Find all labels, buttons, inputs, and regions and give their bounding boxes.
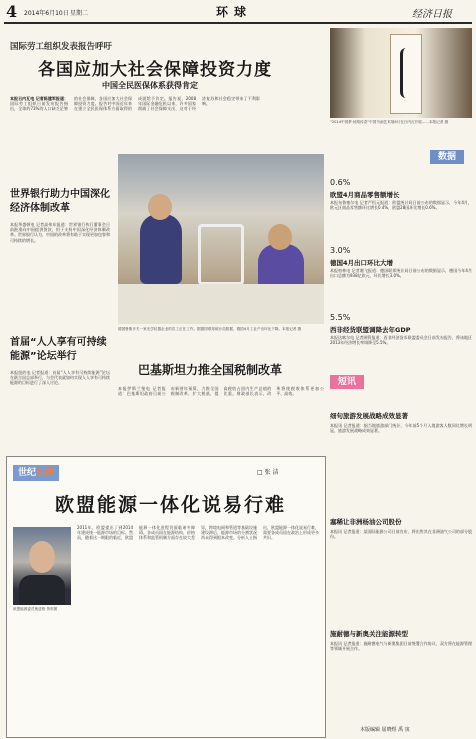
calligraphy-photo <box>330 28 472 118</box>
column-body: 2011年，欧盟提出了到2014年建成统一能源市场的目标。然而，随着这一期限的临近，欧盟能源一体化进程仍面临诸多障碍。各成员国在能源结构、价格体系和监管机制方面存在较大差异，跨境电网和管道等基础设施建设滞后，能源市场的分割状况尚未得到根本改变。分析人士指出，欧盟能源一体化说易行难，需要各成员国在政治上形成更多共识。 <box>77 525 319 541</box>
worker-right-head <box>268 224 292 250</box>
data-body-3: 本报达喀尔电 记者顾钒报道：西非经济货币联盟委员会日前发布报告，将该地区2013年经济增长率调降至5.5%。 <box>330 335 472 346</box>
brief-body-1: 本报讯 记者报道：据当地旅游部门统计，今年前5个月入境游客人数同比增长明显，旅游发展战略成效显著。 <box>330 423 472 434</box>
microscope <box>198 224 244 285</box>
lab-photo <box>118 154 324 324</box>
lab-photo-caption: 德国鲁斯多夫一家光学仪器企业的员工正在工作。据德国联邦统计局数据，德国4月工业产出环比下降。本报记者 摄 <box>118 327 302 331</box>
world-bank-headline: 世界银行助力中国深化经济体制改革 <box>10 189 110 214</box>
brief-title-3: 施耐德与新奥关注能源转型 <box>330 630 408 638</box>
top-story-body <box>10 96 324 150</box>
brief-body-2: 本报讯 记者报道：某国际能源公司日前宣布，将出售其在非洲油气公司的部分股份。 <box>330 529 472 540</box>
portrait-suit <box>19 575 65 605</box>
page-number: 4 <box>6 2 18 21</box>
worker-left <box>140 214 182 284</box>
portrait-head <box>29 541 55 573</box>
data-badge: 数据 <box>430 150 464 164</box>
brief-title-2: 塞稀让非洲杨油公司股份 <box>330 518 402 526</box>
forum-body: 本报纽约电 记者报道：首届“人人享有可持续能源”论坛在联合国总部举行，与会代表就如何实现人人享有可持续能源的目标进行了深入讨论。 <box>10 370 110 386</box>
data-value-1: 0.6% <box>330 178 351 187</box>
data-body-1: 本报布鲁塞尔电 记者严恒元报道：欧盟统计局日前公布的数据显示，今年4月，欧元区商品零售额环比增长0.4%，欧盟28国环比增长0.6%。 <box>330 200 472 211</box>
column-headline: 欧盟能源一体化说易行难 <box>55 494 287 516</box>
portrait-caption: 欧盟能源委员奥廷格 资料图 <box>13 607 58 611</box>
section-title: 环球 <box>216 5 253 19</box>
date: 2014年6月10日 <box>24 10 69 17</box>
column-author: □ 张 洁 <box>257 469 279 476</box>
calligraphy-stroke <box>400 48 413 98</box>
column-tag <box>13 465 59 481</box>
world-bank-body: 本报华盛顿电 记者高伟东报道：世界银行执行董事会日前批准向中国提供贷款，用于支持中国深化经济体制改革。世界银行认为，中国的改革将有助于实现更加包容和可持续的增长。 <box>10 222 110 243</box>
column-tag-prefix: 世纪 <box>18 468 37 478</box>
brief-body-3: 本报讯 记者报道：施耐德电气与新奥集团日前签署合作协议，双方将在能源管理等领域开展合作。 <box>330 641 472 652</box>
commentary-box <box>6 456 326 738</box>
top-headline: 各国应加大社会保障投资力度 <box>38 60 272 80</box>
worker-left-head <box>148 194 172 220</box>
top-story-text: 国际劳工组织日前发布报告指出，全球约73%的人口缺乏足够的社会保障，各国应加大社会保障投资力度。报告对中国近年来在建立全民医保体系方面取得的成就给予肯定。报告说，2008年国际金融危机以来，许多国家削减了社会保障支出，这对于经济复苏和社会稳定带来了不利影响。 <box>10 96 260 112</box>
footer-editors: 本版编辑 屈晓煜 禹 寅 <box>360 727 410 733</box>
data-title-3: 西非经货联盟调降去年GDP <box>330 326 411 334</box>
brief-badge: 短讯 <box>330 375 364 389</box>
masthead <box>0 0 476 24</box>
forum-headline: 首届“人人享有可持续能源”论坛举行 <box>10 337 107 362</box>
newspaper-logo: 经济日报 <box>412 9 452 20</box>
brief-title-1: 细句旅游发展战略成效显著 <box>330 412 408 420</box>
kicker: 国际劳工组织发表报告呼吁 <box>10 42 113 52</box>
data-body-2: 本报柏林电 记者谢飞报道：德国联邦统计局日前公布的数据显示，德国今年4月出口总额为938亿欧元，环比增长3.0%。 <box>330 268 472 279</box>
brief-box <box>330 375 472 705</box>
workbench <box>118 284 324 324</box>
weekday: 星期二 <box>70 10 89 17</box>
tax-reform-headline: 巴基斯坦力推全国税制改革 <box>138 363 283 377</box>
data-title-2: 德国4月出口环比大增 <box>330 259 394 267</box>
data-box <box>330 150 472 372</box>
top-byline: 本报日内瓦电 记者陈建军报道： <box>10 96 68 101</box>
top-subhead: 中国全民医保体系获得肯定 <box>102 81 198 90</box>
masthead-rule <box>4 22 472 24</box>
tax-reform-body: 本报伊斯兰堡电 记者报道：巴基斯坦政府日前公布新财年预算，力推全国税制改革，扩大税基，提高税收占国内生产总值的比重。财政部长表示，改革将使税收体系更加公平、高效。 <box>118 386 324 397</box>
portrait-photo <box>13 527 71 605</box>
data-value-2: 3.0% <box>330 246 351 255</box>
data-value-3: 5.5% <box>330 313 351 322</box>
calligraphy-caption: “2014中国梦·丝路传奇”中国书画艺术展6月在日内瓦开展……本报记者 摄 <box>330 120 449 124</box>
data-title-1: 欧盟4月商品零售额增长 <box>330 191 400 199</box>
column-tag-suffix: 述评 <box>36 468 55 478</box>
